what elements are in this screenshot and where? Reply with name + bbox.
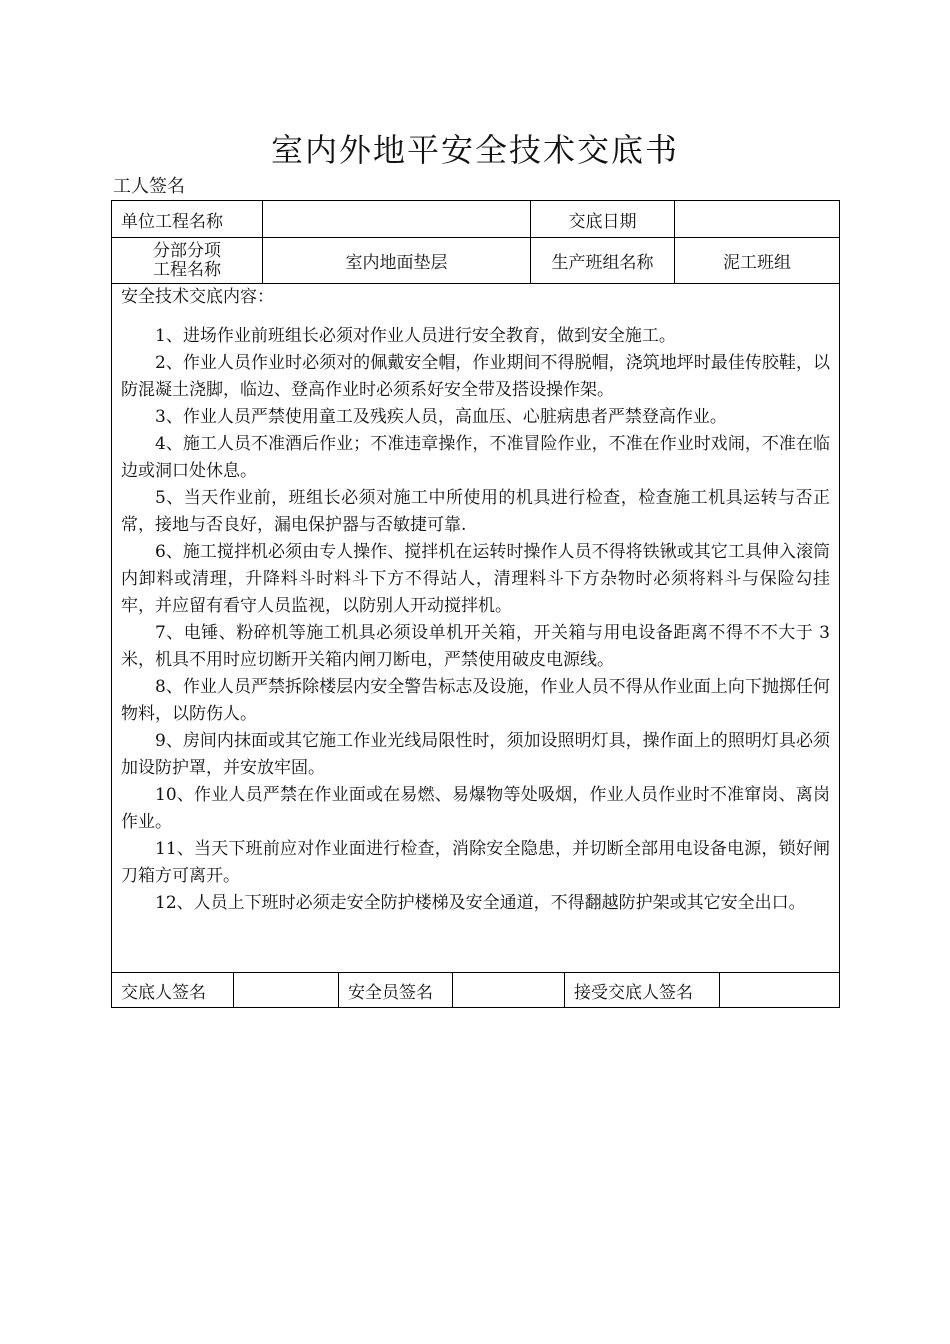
date-label: 交底日期 xyxy=(530,201,674,237)
safety-items xyxy=(121,323,830,917)
safety-item: 2、作业人员作业时必须对的佩戴安全帽，作业期间不得脱帽，浇筑地坪时最佳传胶鞋，以防混凝土浇脚，临边、登高作业时必须系好安全带及搭设操作架。 xyxy=(121,353,830,400)
safety-item: 1、进场作业前班组长必须对作业人员进行安全教育，做到安全施工。 xyxy=(155,326,676,346)
sub-project-label xyxy=(112,238,262,283)
worker-sign-label: 工人签名 xyxy=(113,176,185,197)
header-row-2 xyxy=(112,238,839,284)
receiver-label: 接受交底人签名 xyxy=(564,973,719,1007)
safety-item: 7、电锤、粉碎机等施工机具必须设单机开关箱，开关箱与用电设备距离不得不不大于 3 米，机具不用时应切断开关箱内闸刀断电，严禁使用破皮电源线。 xyxy=(121,623,830,670)
team-value[interactable]: 泥工班组 xyxy=(674,238,839,283)
header-row-1 xyxy=(112,201,839,238)
safety-item: 10、作业人员严禁在作业面或在易燃、易爆物等处吸烟，作业人员作业时不准窜岗、离岗作业。 xyxy=(121,785,830,832)
sub-project-value[interactable]: 室内地面垫层 xyxy=(262,238,530,283)
sub-project-label-line2: 工程名称 xyxy=(153,259,221,280)
content-label: 安全技术交底内容： xyxy=(121,287,274,307)
safety-officer-sign-field[interactable] xyxy=(452,973,564,1007)
safety-item: 4、施工人员不准酒后作业；不准违章操作，不准冒险作业，不准在作业时戏闹，不准在临边或洞口处休息。 xyxy=(121,434,830,481)
team-label: 生产班组名称 xyxy=(530,238,674,283)
safety-item: 5、当天作业前，班组长必须对施工中所使用的机具进行检查，检查施工机具运转与否正常，接地与否良好，漏电保护器与否敏捷可靠. xyxy=(121,488,830,535)
document-title: 室内外地平安全技术交底书 xyxy=(270,131,679,169)
signature-row xyxy=(112,973,839,1007)
safety-item: 6、施工搅拌机必须由专人操作、搅拌机在运转时操作人员不得将铁锹或其它工具伸入滚筒内卸料或清理，升降料斗时料斗下方不得站人，清理料斗下方杂物时必须将料斗与保险勾挂牢，并应留有看守人员监视，以防别人开动搅拌机。 xyxy=(121,542,830,616)
sub-project-label-line1: 分部分项 xyxy=(153,240,221,261)
discloser-sign-field[interactable] xyxy=(233,973,338,1007)
safety-item: 9、房间内抹面或其它施工作业光线局限性时，须加设照明灯具，操作面上的照明灯具必须加设防护罩，并安放牢固。 xyxy=(121,731,830,778)
safety-item: 8、作业人员严禁拆除楼层内安全警告标志及设施，作业人员不得从作业面上向下抛掷任何物料，以防伤人。 xyxy=(121,677,830,724)
unit-project-field[interactable] xyxy=(262,201,530,237)
disclosure-form xyxy=(111,200,840,1008)
safety-officer-label: 安全员签名 xyxy=(338,973,452,1007)
discloser-label: 交底人签名 xyxy=(121,982,206,1003)
date-field[interactable] xyxy=(674,201,839,237)
safety-item: 12、人员上下班时必须走安全防护楼梯及安全通道，不得翻越防护架或其它安全出口。 xyxy=(155,893,806,913)
safety-item: 11、当天下班前应对作业面进行检查，消除安全隐患，并切断全部用电设备电源，锁好闸刀箱方可离开。 xyxy=(121,839,830,886)
safety-item: 3、作业人员严禁使用童工及残疾人员，高血压、心脏病患者严禁登高作业。 xyxy=(155,407,727,427)
receiver-sign-field[interactable] xyxy=(719,973,839,1007)
disclosure-content xyxy=(112,284,839,973)
unit-project-label: 单位工程名称 xyxy=(121,211,223,232)
